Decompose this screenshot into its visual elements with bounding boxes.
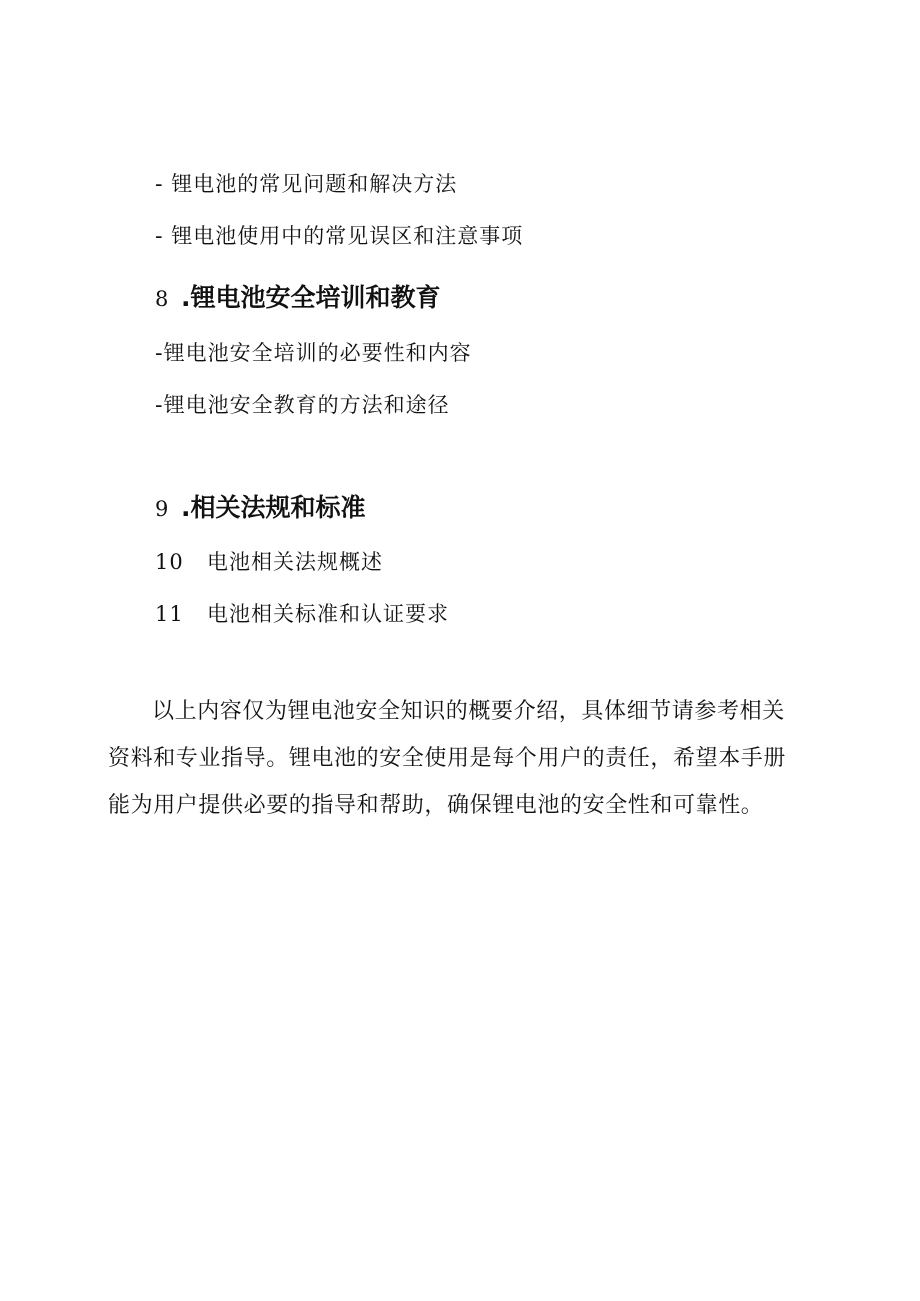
list-item-training-necessity: -锂电池安全培训的必要性和内容 [155,341,472,365]
section-number: 8 [155,287,169,311]
section-heading-regulations [155,493,366,524]
item-number: 10 [155,550,184,574]
item-text: 电池相关标准和认证要求 [207,602,449,626]
paragraph-line: 能为用户提供必要的指导和帮助，确保锂电池的安全性和可靠性。 [108,793,764,818]
section-number: 9 [155,497,169,521]
list-item-common-misconceptions: - 锂电池使用中的常见误区和注意事项 [155,224,524,248]
section-title: .相关法规和标准 [181,493,366,522]
section-title: .锂电池安全培训和教育 [181,283,441,312]
paragraph-line: 以上内容仅为锂电池安全知识的概要介绍，具体细节请参考相关 [152,699,785,724]
list-item-common-problems: - 锂电池的常见问题和解决方法 [155,172,458,196]
list-item-education-methods: -锂电池安全教育的方法和途径 [155,393,450,417]
list-item-standards-certification [155,601,449,627]
section-heading-training [155,283,441,314]
paragraph-line: 资料和专业指导。锂电池的安全使用是每个用户的责任，希望本手册 [108,746,787,771]
list-item-regulations-overview [155,549,383,575]
item-number: 11 [155,602,184,626]
item-text: 电池相关法规概述 [207,550,383,574]
conclusion-paragraph [108,688,808,829]
